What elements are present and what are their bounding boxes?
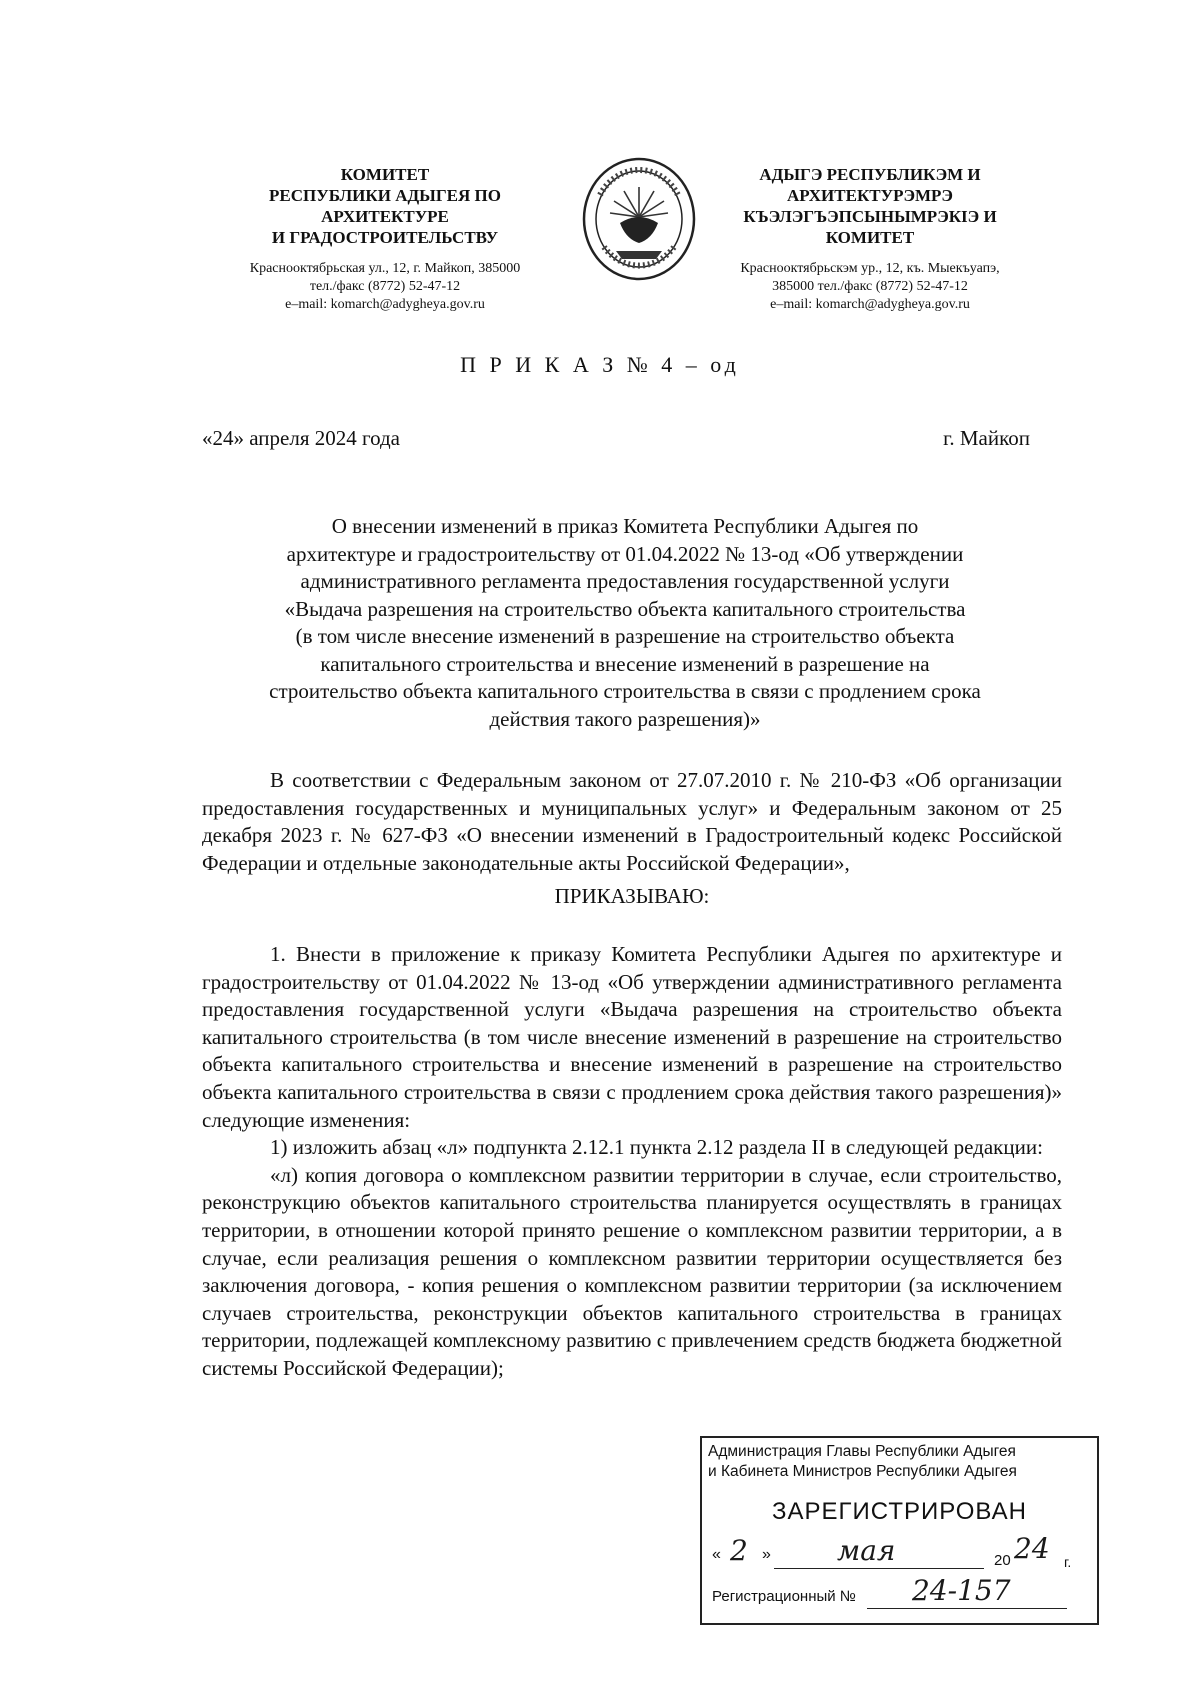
stamp-year-prefix: 20 [994,1552,1011,1569]
stamp-day: 2 [730,1534,748,1567]
header-left-block [195,164,575,314]
order-city: г. Майкоп [943,426,1030,450]
org-line: РЕСПУБЛИКИ АДЫГЕЯ ПО [269,186,501,205]
subject-line: «Выдача разрешения на строительство объекта капитального строительства [284,596,966,621]
org-line: АРХИТЕКТУРЭМРЭ [787,186,953,205]
phone-line: тел./факс (8772) 52-47-12 [309,279,461,294]
subject-line: (в том числе внесение изменений в разрешение на строительство объекта [295,624,955,648]
stamp-reg-label: Регистрационный № [712,1588,856,1605]
sub-item-1-paragraph: 1) изложить абзац «л» подпункта 2.12.1 пункта 2.12 раздела II в следующей редакции: [270,1135,1043,1160]
order-body [202,767,1062,1382]
org-address-ru [195,260,575,314]
org-name-ru [195,164,575,248]
stamp-date [712,1532,1090,1574]
org-line: И ГРАДОСТРОИТЕЛЬСТВУ [271,228,499,247]
header-right-block [700,164,1040,314]
org-line: КЪЭЛЭГЪЭПСЫНЫМРЭКIЭ И [743,207,997,226]
org-line: КОМИТЕТ [340,165,430,184]
stamp-quote-open: « [712,1546,721,1563]
item-1-paragraph: 1. Внести в приложение к приказу Комитета Республики Адыгея по архитектуре и градостроительству от 01.04.2022 № 13-од «Об утверждении административного регламента предоставления государственной услуги «Выдача разрешения на строительство объекта капитального строительства (в том числе внесение изменений в разрешение на строительство объекта капитального строительства и внесение изменений в разрешение на строительство объекта капитального строительства в связи с продлением срока действия такого разрешения)» следующие изменения: [202,941,1062,1132]
stamp-reg-number: 24-157 [912,1574,1011,1607]
subject-line: архитектуре и градостроительству от 01.04.2022 № 13-од «Об утверждении [286,541,964,566]
subject-line: действия такого разрешения)» [489,706,761,731]
org-line: КОМИТЕТ [825,228,915,247]
stamp-month: мая [837,1534,896,1567]
subject-line: капитального строительства и внесение изменений в разрешение на [320,651,930,676]
stamp-quote-close: » [762,1546,771,1563]
republic-of-adygea-emblem-icon [580,155,698,283]
stamp-org [708,1442,1093,1482]
address-line: Краснооктябрьскэм ур., 12, къ. Мыекъуапэ, [740,261,1000,276]
quoted-clause-paragraph: «л) копия договора о комплексном развитии территории в случае, если строительство, реконструкцию объектов капитального строительства планируется осуществлять в границах территории, в отношении которой принято решение о комплексном развитии территории, а в случае, если реализация решения о комплексном развитии территории осуществляется без заключения договора, - копия решения о комплексном развитии территории (за исключением случаев строительства, реконструкции объектов капитального строительства в границах территории, подлежащей комплексному развитию с привлечением средств бюджета бюджетной системы Российской Федерации); [202,1162,1062,1380]
order-date: «24» апреля 2024 года [202,426,400,450]
org-name-ady [700,164,1040,248]
email-line: e–mail: komarch@adygheya.gov.ru [770,297,970,312]
stamp-org-line: Администрация Главы Республики Адыгея [708,1443,1016,1460]
phone-line: 385000 тел./факс (8772) 52-47-12 [772,279,968,294]
order-subject [210,513,1040,733]
email-line: e–mail: komarch@adygheya.gov.ru [285,297,485,312]
stamp-month-underline [774,1568,984,1569]
order-title: П Р И К А З № 4 – од [460,352,740,377]
stamp-year-suffix: 24 [1014,1532,1050,1565]
registration-stamp [700,1436,1099,1625]
preamble-paragraph: В соответствии с Федеральным законом от 27.07.2010 г. № 210-ФЗ «Об организации предоставления государственных и муниципальных услуг» и Федеральным законом от 25 декабря 2023 г. № 627-ФЗ «О внесении изменений в Градостроительный кодекс Российской Федерации и отдельные законодательные акты Российской Федерации», [202,768,1062,875]
subject-line: административного регламента предоставления государственной услуги [300,569,950,593]
decree-word: ПРИКАЗЫВАЮ: [554,884,710,909]
subject-line: О внесении изменений в приказ Комитета Республики Адыгея по [331,514,919,538]
org-line: АРХИТЕКТУРЕ [321,207,449,226]
stamp-year-unit: г. [1064,1554,1072,1570]
org-address-ady [700,260,1040,314]
address-line: Краснооктябрьская ул., 12, г. Майкоп, 385000 [249,261,521,276]
stamp-org-line: и Кабинета Министров Республики Адыгея [708,1463,1017,1480]
stamp-status: ЗАРЕГИСТРИРОВАН [772,1498,1027,1525]
subject-line: строительство объекта капитального строительства в связи с продлением срока [269,679,981,703]
stamp-reg-underline [867,1608,1067,1609]
stamp-reg-number-row [712,1588,856,1605]
org-line: АДЫГЭ РЕСПУБЛИКЭМ И [759,165,981,184]
